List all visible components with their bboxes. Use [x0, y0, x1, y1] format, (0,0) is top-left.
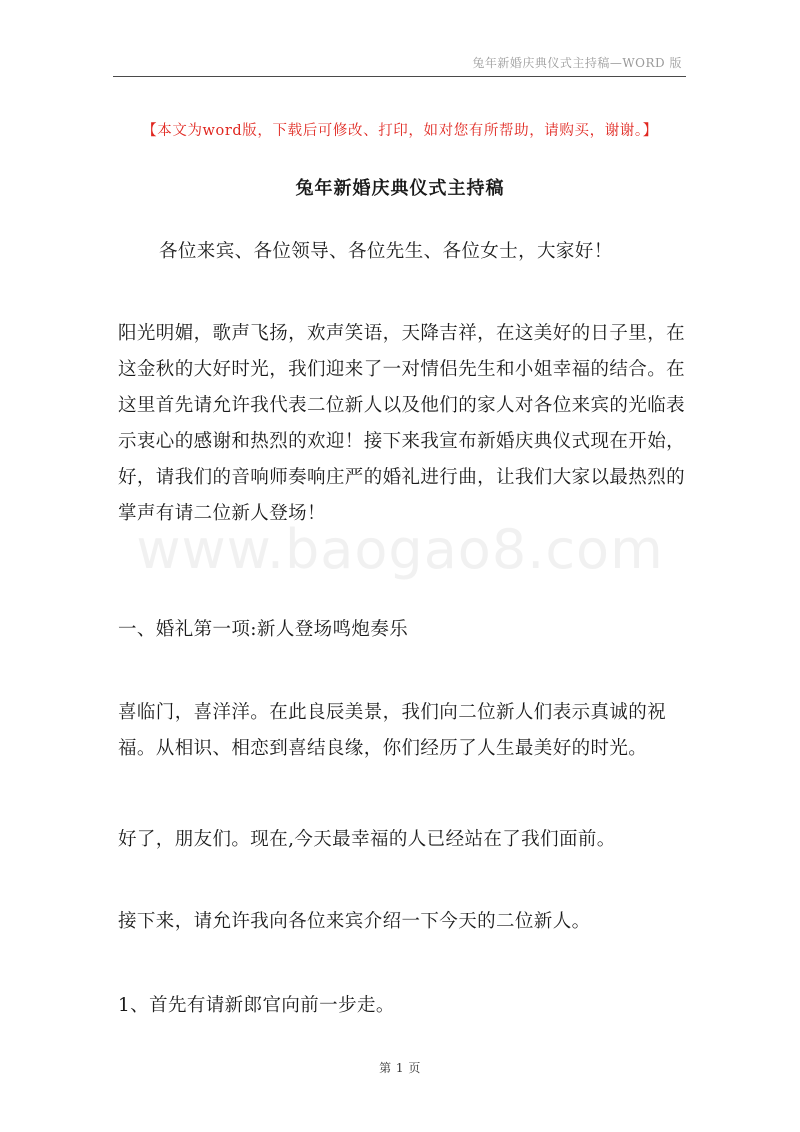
page-number: 第 1 页: [379, 1061, 421, 1075]
groom-step-paragraph: 1、首先有请新郎官向前一步走。: [118, 995, 395, 1016]
friends-paragraph: 好了，朋友们。现在,今天最幸福的人已经站在了我们面前。: [118, 829, 616, 850]
running-header: 兔年新婚庆典仪式主持稿—WORD 版: [472, 56, 682, 70]
watermark: www.baogao8.com: [136, 518, 664, 581]
document-title: 兔年新婚庆典仪式主持稿: [295, 178, 505, 199]
header-rule: [113, 76, 686, 77]
purchase-notice: 【本文为word版，下载后可修改、打印，如对您有所帮助，请购买，谢谢。】: [142, 123, 658, 139]
blessing-paragraph: 喜临门，喜洋洋。在此良辰美景，我们向二位新人们表示真诚的祝福。从相识、相恋到喜结良缘，你们经历了人生最美好的时光。: [118, 702, 667, 759]
section-heading-1: 一、婚礼第一项:新人登场鸣炮奏乐: [118, 619, 409, 640]
introduction-paragraph: 接下来，请允许我向各位来宾介绍一下今天的二位新人。: [118, 911, 591, 932]
opening-paragraph: 阳光明媚，歌声飞扬，欢声笑语，天降吉祥，在这美好的日子里，在这金秋的大好时光，我们迎来了一对情侣先生和小姐幸福的结合。在这里首先请允许我代表二位新人以及他们的家人对各位来宾的光临表示衷心的感谢和热烈的欢迎！接下来我宣布新婚庆典仪式现在开始，好，请我们的音响师奏响庄严的婚礼进行曲，让我们大家以最热烈的掌声有请二位新人登场！: [118, 323, 686, 524]
greeting-paragraph: 各位来宾、各位领导、各位先生、各位女士，大家好！: [159, 241, 613, 262]
